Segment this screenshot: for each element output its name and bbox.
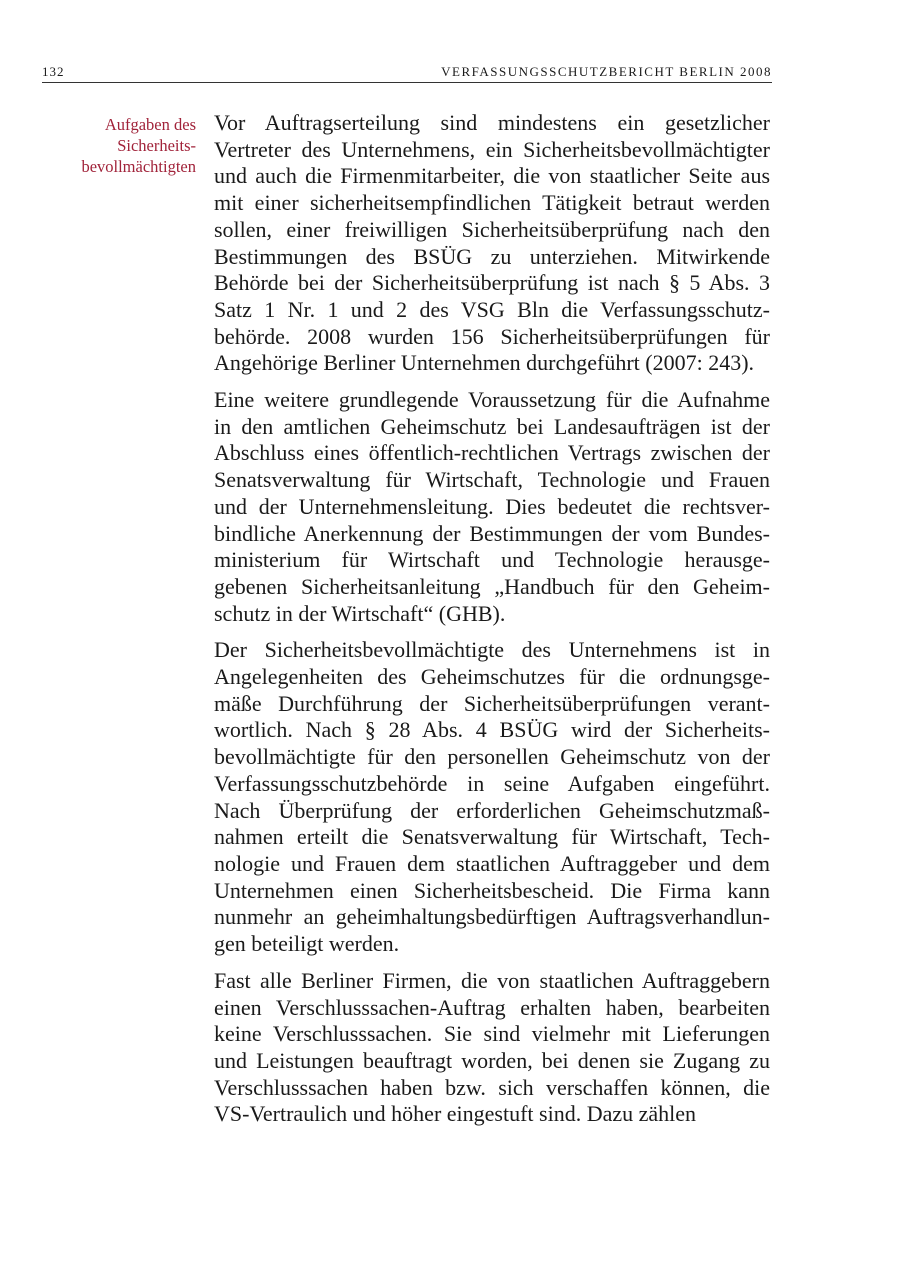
margin-note-line: bevollmächtigten xyxy=(81,157,196,176)
text-line: bevollmächtigte für den personellen Geheimschutz von der xyxy=(214,744,770,770)
paragraph xyxy=(214,387,770,627)
text-line: mit einer sicherheitsempfindlichen Tätigkeit betraut werden xyxy=(214,190,770,216)
text-line: schutz in der Wirtschaft“ (GHB). xyxy=(214,600,506,626)
text-line: VS-Vertraulich und höher eingestuft sind. Dazu zählen xyxy=(214,1101,697,1127)
text-line: nahmen erteilt die Senatsverwaltung für Wirtschaft, Tech- xyxy=(214,824,770,850)
text-line: Verfassungsschutzbehörde in seine Aufgaben eingeführt. xyxy=(214,770,770,796)
margin-note xyxy=(40,114,196,177)
text-line: mäße Durchführung der Sicherheitsüberprüfungen verant- xyxy=(214,690,770,716)
text-line: nunmehr an geheimhaltungsbedürftigen Auftragsverhandlun- xyxy=(214,904,770,930)
text-line: Der Sicherheitsbevollmächtigte des Unternehmens ist in xyxy=(214,637,770,663)
running-title: VERFASSUNGSSCHUTZBERICHT BERLIN 2008 xyxy=(441,64,772,79)
text-line: Vor Auftragserteilung sind mindestens ein gesetzlicher xyxy=(214,110,770,135)
text-line: Angelegenheiten des Geheimschutzes für die ordnungsge- xyxy=(214,664,770,690)
text-line: und der Unternehmensleitung. Dies bedeutet die rechtsver- xyxy=(214,493,770,519)
text-line: Nach Überprüfung der erforderlichen Geheimschutzmaß- xyxy=(214,797,770,823)
paragraph xyxy=(214,968,770,1128)
text-line: Bestimmungen des BSÜG zu unterziehen. Mitwirkende xyxy=(214,243,770,269)
text-line: Eine weitere grundlegende Voraussetzung für die Aufnahme xyxy=(214,387,770,413)
text-line: ministerium für Wirtschaft und Technologie herausge- xyxy=(214,547,770,573)
text-line: in den amtlichen Geheimschutz bei Landesaufträgen ist der xyxy=(214,413,770,439)
paragraph xyxy=(214,110,770,377)
text-line: sollen, einer freiwilligen Sicherheitsüberprüfung nach den xyxy=(214,216,770,242)
text-line: und Leistungen beauftragt worden, bei denen sie Zugang zu xyxy=(214,1047,770,1073)
page-number: 132 xyxy=(42,64,65,79)
text-line: Verschlusssachen haben bzw. sich verschaffen können, die xyxy=(214,1074,770,1100)
text-line: Fast alle Berliner Firmen, die von staatlichen Auftraggebern xyxy=(214,967,770,993)
text-line: Behörde bei der Sicherheitsüberprüfung ist nach § 5 Abs. 3 xyxy=(214,270,770,296)
text-line: einen Verschlusssachen-Auftrag erhalten haben, bearbeiten xyxy=(214,994,770,1020)
text-line: Unternehmen einen Sicherheitsbescheid. Die Firma kann xyxy=(214,877,770,903)
text-line: und auch die Firmenmitarbeiter, die von staatlicher Seite aus xyxy=(214,163,770,189)
margin-note-line: Aufgaben des xyxy=(104,115,196,134)
body-text xyxy=(214,110,770,1138)
text-line: Abschluss eines öffentlich-rechtlichen Vertrags zwischen der xyxy=(214,440,770,466)
text-line: bindliche Anerkennung der Bestimmungen der vom Bundes- xyxy=(214,520,770,546)
text-line: wortlich. Nach § 28 Abs. 4 BSÜG wird der Sicherheits- xyxy=(214,717,770,743)
text-line: Angehörige Berliner Unternehmen durchgeführt (2007: 243). xyxy=(214,350,755,376)
text-line: gebenen Sicherheitsanleitung „Handbuch für den Geheim- xyxy=(214,573,770,599)
text-line: keine Verschlusssachen. Sie sind vielmehr mit Lieferungen xyxy=(214,1021,770,1047)
text-line: Senatsverwaltung für Wirtschaft, Technologie und Frauen xyxy=(214,467,770,493)
text-line: Vertreter des Unternehmens, ein Sicherheitsbevollmächtigter xyxy=(214,136,770,162)
text-line: nologie und Frauen dem staatlichen Auftraggeber und dem xyxy=(214,850,770,876)
text-line: gen beteiligt werden. xyxy=(214,931,400,957)
text-line: Satz 1 Nr. 1 und 2 des VSG Bln die Verfassungsschutz- xyxy=(214,296,770,322)
margin-note-line: Sicherheits- xyxy=(117,136,196,155)
paragraph xyxy=(214,637,770,957)
text-line: behörde. 2008 wurden 156 Sicherheitsüberprüfungen für xyxy=(214,323,770,349)
running-header xyxy=(42,60,772,83)
